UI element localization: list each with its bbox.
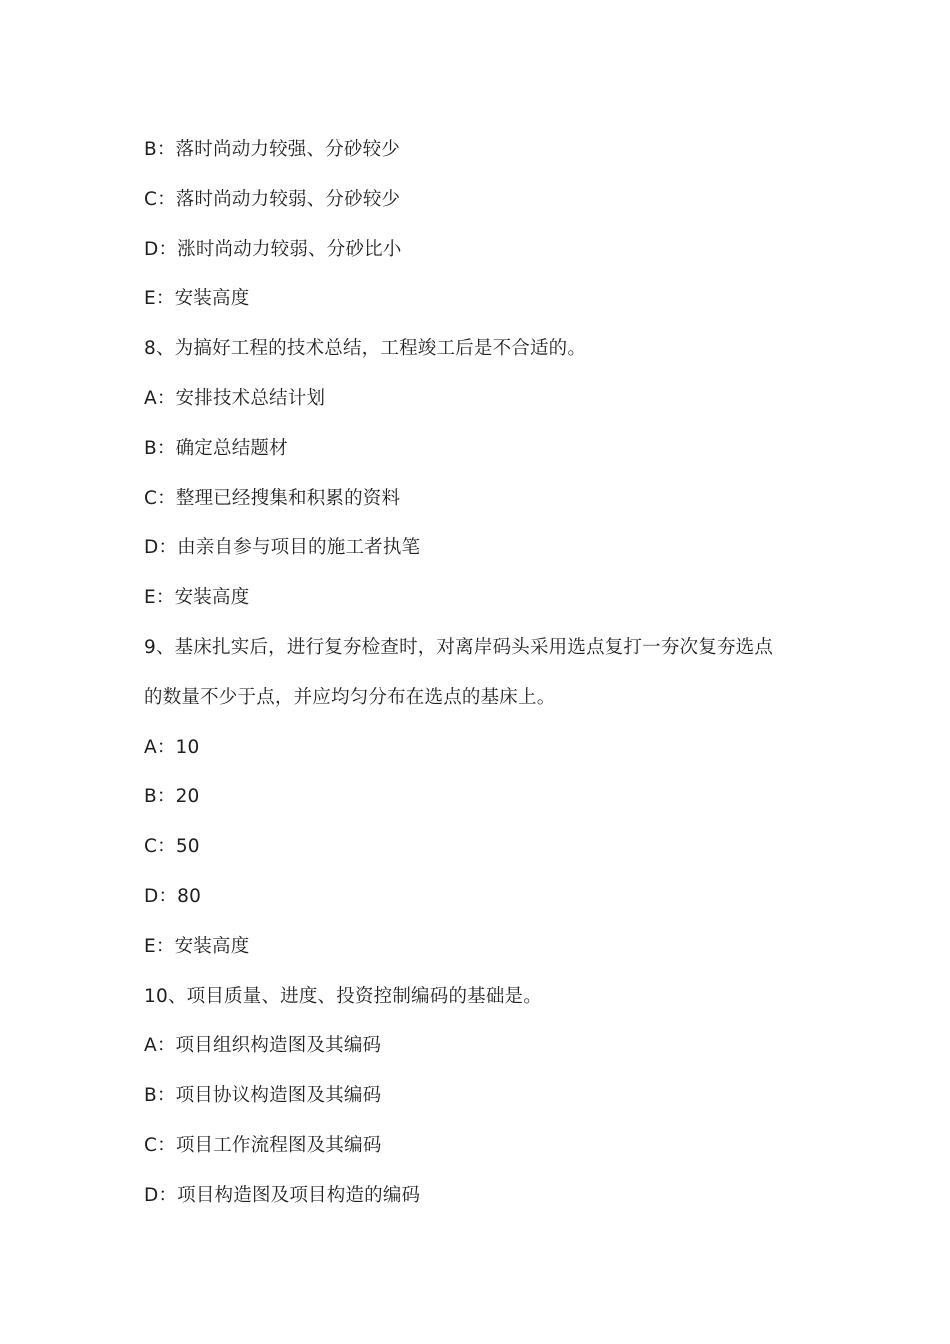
question-line: 8、为搞好工程的技术总结，工程竣工后是不合适的。 <box>144 338 587 360</box>
question-line: 10、项目质量、进度、投资控制编码的基础是。 <box>144 985 542 1007</box>
option-line: C：落时尚动力较弱、分砂较少 <box>144 188 401 210</box>
option-line: A：10 <box>144 736 200 758</box>
option-line: E：安装高度 <box>144 587 250 609</box>
option-line: B：20 <box>144 786 200 808</box>
document-body <box>144 133 824 1229</box>
option-line: C：整理已经搜集和积累的资料 <box>144 487 401 509</box>
option-line: A：项目组织构造图及其编码 <box>144 1035 382 1057</box>
option-line: E：安装高度 <box>144 935 250 957</box>
option-line: A：安排技术总结计划 <box>144 387 326 409</box>
option-line: E：安装高度 <box>144 288 250 310</box>
option-line: D：项目构造图及项目构造的编码 <box>144 1184 421 1206</box>
option-line: D：涨时尚动力较弱、分砂比小 <box>144 238 402 260</box>
option-line: D：由亲自参与项目的施工者执笔 <box>144 537 421 559</box>
option-line: B：确定总结题材 <box>144 437 288 459</box>
option-line: B：项目协议构造图及其编码 <box>144 1085 382 1107</box>
option-line: C：50 <box>144 836 200 858</box>
option-line: D：80 <box>144 885 202 907</box>
question-line: 9、基床扎实后，进行复夯检查时，对离岸码头采用选点复打一夯次复夯选点 <box>144 636 774 658</box>
option-line: B：落时尚动力较强、分砂较少 <box>144 139 400 160</box>
question-line-continued: 的数量不少于点，并应均匀分布在选点的基床上。 <box>144 686 556 708</box>
option-line: C：项目工作流程图及其编码 <box>144 1134 382 1156</box>
